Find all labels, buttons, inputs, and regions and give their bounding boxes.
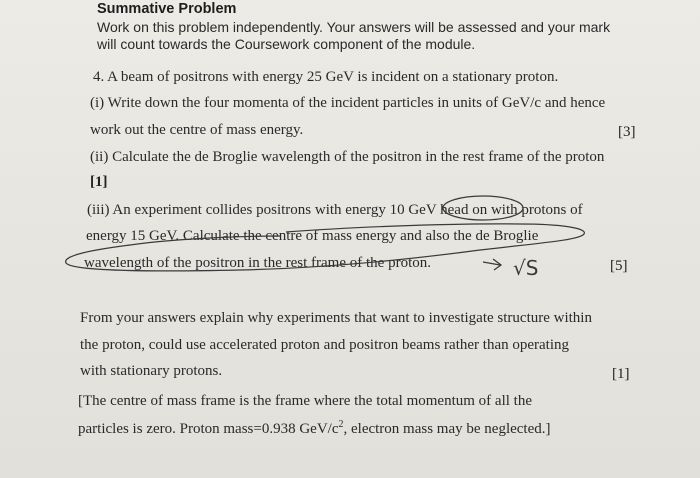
note-line-2 [78,420,551,438]
explain-mark: [1] [612,366,630,382]
part-ii-line-1: (ii) Calculate the de Broglie wavelength of the positron in the rest frame of the proton [90,149,605,165]
note-line-2-tail: , electron mass may be neglected.] [343,421,551,437]
part-ii-mark: [1] [90,174,108,190]
part-i-line-1: (i) Write down the four momenta of the incident particles in units of GeV/c and hence [90,95,606,111]
intro-line-1: Work on this problem independently. Your answers will be assessed and your mark [97,19,611,35]
problem-heading: Summative Problem [97,1,237,17]
explain-line-2: the proton, could use accelerated proton and positron beams rather than operating [80,337,569,353]
note-line-1: [The centre of mass frame is the frame where the total momentum of all the [78,393,532,409]
part-i-line-2: work out the centre of mass energy. [90,122,304,138]
part-iii-line-2: energy 15 GeV. Calculate the centre of mass energy and also the de Broglie [86,228,539,244]
part-i-mark: [3] [618,124,636,140]
part-iii-line-1: (iii) An experiment collides positrons with energy 10 GeV head on with protons of [87,202,583,218]
part-iii-mark: [5] [610,258,628,274]
intro-line-2: will count towards the Coursework component of the module. [97,36,476,52]
part-iii-line-3: wavelength of the positron in the rest frame of the proton. [84,255,431,271]
arrow-shaft-annotation [483,262,500,265]
handwritten-root-s: √S [513,256,539,280]
arrow-head-annotation [493,259,501,270]
note-line-2-superscript: 2 [338,419,344,430]
explain-line-3: with stationary protons. [80,363,223,379]
question-4-stem: 4. A beam of positrons with energy 25 GeV is incident on a stationary proton. [93,69,559,85]
explain-line-1: From your answers explain why experiments that want to investigate structure within [80,310,592,326]
note-line-2-text: particles is zero. Proton mass=0.938 GeV/c [78,421,339,437]
